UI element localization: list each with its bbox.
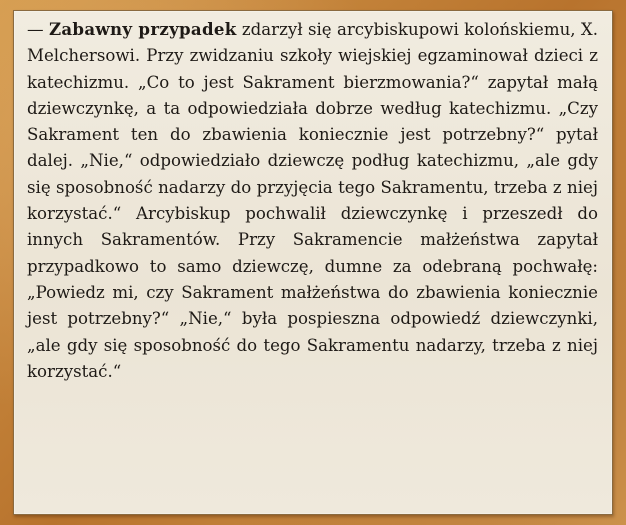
article-headline: Zabawny przypadek [48, 19, 237, 39]
article-paragraph [27, 16, 598, 385]
article-body: zdarzył się arcybiskupowi kolońskiemu, X. Melchersowi. Przy zwidzaniu szkoły wiejskiej egzaminował dzieci z katechizmu. „Co to jest Sakrament bierzmowania?“ zapytał małą dziewczynkę, a ta odpowiedziała dobrze według katechizmu. „Czy Sakrament ten do zbawienia koniecznie jest potrzebny?“ pytał dalej. „Nie,“ odpowiedziało dziewczę podług katechizmu, „ale gdy się sposobność nadarzy do przyjęcia tego Sakramentu, trzeba z niej korzystać.“ Arcybiskup pochwalił dziewczynkę i przeszedł do innych Sakramentów. Przy Sakramencie małżeństwa zapytał przypadkowo to samo dziewczę, dumne za odebraną pochwałę: „Powiedz mi, czy Sakrament małżeństwa do zbawienia koniecznie jest potrzebny?“ „Nie,“ była pospieszna odpowiedź dziewczynki, „ale gdy się sposobność do tego Sakramentu nadarzy, trzeba z niej korzystać.“ [27, 20, 598, 381]
article-dash: — [27, 20, 49, 39]
newspaper-clipping [13, 10, 613, 515]
